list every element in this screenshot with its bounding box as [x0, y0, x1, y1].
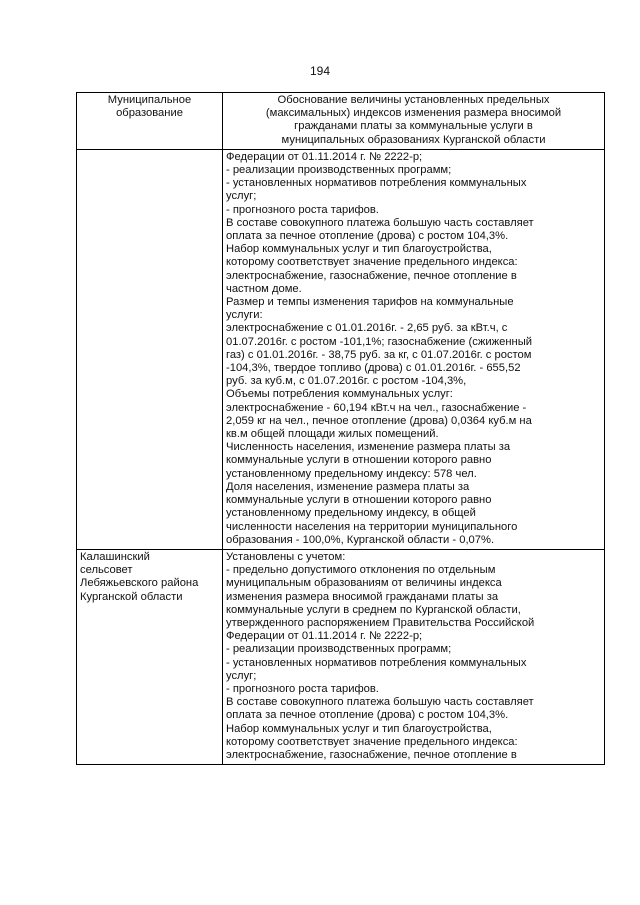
justification-line: установленному предельному индексу: 578 чел. [226, 467, 477, 480]
justification-line: оплата за печное отопление (дрова) с ростом 104,3%. [226, 230, 509, 243]
table-row [77, 149, 605, 549]
justification-line: электроснабжение - 60,194 кВт.ч на чел., газоснабжение - [226, 401, 527, 414]
justification-line: - предельно допустимого отклонения по отдельным [226, 564, 496, 577]
justification-line: - прогнозного роста тарифов. [226, 682, 379, 695]
header-line: (максимальных) индексов изменения размера вносимой [265, 107, 562, 120]
justification-line: 01.07.2016г. с ростом -101,1%; газоснабжение (сжиженный [226, 335, 532, 348]
page-number: 194 [309, 64, 331, 78]
municipal-index-table [76, 92, 605, 765]
justification-line: кв.м общей площади жилых помещений. [226, 428, 439, 441]
justification-line: установленному предельному индексу, в общей [226, 507, 476, 520]
justification-line: - прогнозного роста тарифов. [226, 203, 379, 216]
justification-line: которому соответствует значение предельного индекса: [226, 735, 518, 748]
justification-line: Объемы потребления коммунальных услуг: [226, 388, 453, 401]
justification-line: изменения размера вносимой гражданами платы за [226, 590, 499, 603]
justification-line: Набор коммунальных услуг и тип благоустройства, [226, 722, 492, 735]
header-line: Обоснование величины установленных предельных [277, 94, 550, 106]
header-line: образование [116, 107, 183, 120]
municipality-name-line: Курганской области [80, 590, 183, 603]
justification-line: оплата за печное отопление (дрова) с ростом 104,3%. [226, 709, 509, 722]
justification-line: - реализации производственных программ; [226, 164, 452, 177]
justification-line: коммунальные услуги в отношении которого равно [226, 494, 492, 507]
municipality-cell [77, 549, 223, 764]
justification-line: услуг; [226, 190, 257, 203]
justification-line: коммунальные услуги в отношении которого равно [226, 454, 492, 467]
justification-line: Численность населения, изменение размера платы за [226, 441, 511, 454]
justification-line: которому соответствует значение предельного индекса: [226, 256, 518, 269]
justification-line: В составе совокупного платежа большую часть составляет [226, 216, 534, 229]
municipality-name-line: сельсовет [80, 564, 133, 577]
header-line: муниципальных образованиях Курганской области [281, 133, 546, 146]
justification-line: - реализации производственных программ; [226, 643, 452, 656]
justification-line: Федерации от 01.11.2014 г. № 2222-р; [226, 150, 423, 163]
justification-line: муниципальным образованиям от величины индекса [226, 577, 502, 590]
justification-line: Размер и темпы изменения тарифов на коммунальные [226, 296, 514, 309]
justification-line: В составе совокупного платежа большую часть составляет [226, 696, 534, 709]
justification-line: -104,3%, твердое топливо (дрова) с 01.01.2016г. - 655,52 [226, 362, 521, 375]
justification-line: утвержденного распоряжением Правительства Российской [226, 616, 535, 629]
justification-line: руб. за куб.м, с 01.07.2016г. с ростом -104,3%, [226, 375, 467, 388]
table-row [77, 549, 605, 764]
municipality-cell [77, 149, 223, 549]
justification-line: коммунальные услуги в среднем по Курганской области, [226, 603, 521, 616]
header-justification [223, 93, 605, 150]
justification-line: услуг; [226, 669, 257, 682]
justification-line: газ) с 01.01.2016г. - 38,75 руб. за кг, с 01.07.2016г. с ростом [226, 348, 532, 361]
justification-line: численности населения на территории муниципального [226, 520, 518, 533]
justification-cell [223, 549, 605, 764]
justification-line: 2,059 кг на чел., печное отопление (дрова) 0,0364 куб.м на [226, 414, 532, 427]
table-header-row [77, 93, 605, 150]
municipality-name-line: Лебяжьевского района [80, 577, 199, 590]
justification-line: - установленных нормативов потребления коммунальных [226, 656, 527, 669]
justification-line: Федерации от 01.11.2014 г. № 2222-р; [226, 630, 423, 643]
justification-line: Установлены с учетом: [226, 550, 346, 563]
justification-cell [223, 149, 605, 549]
header-line: гражданами платы за коммунальные услуги в [294, 120, 533, 133]
header-line: Муниципальное [107, 94, 192, 106]
justification-line: электроснабжение с 01.01.2016г. - 2,65 руб. за кВт.ч, с [226, 322, 508, 335]
justification-line: частном доме. [226, 282, 302, 295]
justification-line: образования - 100,0%, Курганской области - 0,07%. [226, 533, 495, 546]
justification-line: электроснабжение, газоснабжение, печное отопление в [226, 269, 517, 282]
justification-line: Набор коммунальных услуг и тип благоустройства, [226, 243, 492, 256]
municipality-name-line: Калашинский [80, 550, 150, 563]
header-municipality [77, 93, 223, 150]
justification-line: электроснабжение, газоснабжение, печное отопление в [226, 748, 517, 761]
justification-line: услуги: [226, 309, 263, 322]
justification-line: Доля населения, изменение размера платы за [226, 480, 470, 493]
justification-line: - установленных нормативов потребления коммунальных [226, 177, 527, 190]
